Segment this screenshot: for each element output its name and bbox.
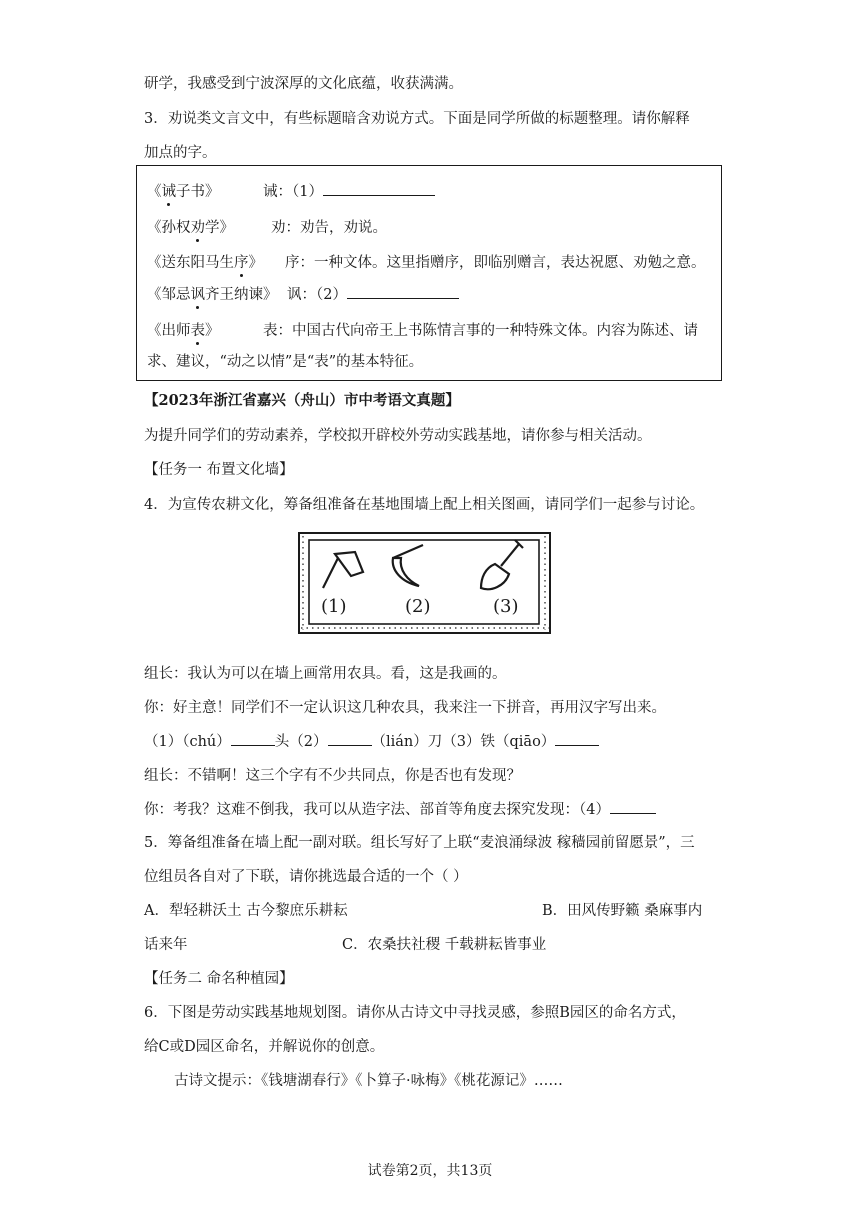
title-explanation-box <box>136 165 722 381</box>
box-row-3-explain: 序：一种文体。这里指赠序，即临别赠言，表达祝愿、劝勉之意。 <box>285 255 706 271</box>
figure-label-3: (3) <box>493 596 519 617</box>
dotted-char: 劝 <box>191 216 206 237</box>
dotted-char: 诫 <box>162 180 177 201</box>
answer-blank-6[interactable] <box>610 799 656 814</box>
farm-tools-figure <box>297 530 553 636</box>
page-footer: 试卷第2页，共13页 <box>367 1163 493 1179</box>
answer-blank-1[interactable] <box>323 181 435 196</box>
box-row-3: 《送东阳马生序》 <box>147 251 263 272</box>
dotted-char: 讽 <box>191 283 206 304</box>
option-c[interactable]: C．农桑扶社稷 千载耕耘皆事业 <box>342 937 547 953</box>
box-row-5: 《出师表》 <box>147 319 220 340</box>
fill-in-line: （1）（chú） 头（2） （lián）刀（3）铁（qiāo） <box>144 730 599 751</box>
task-1-heading: 【任务一 布置文化墙】 <box>144 462 294 478</box>
answer-blank-4[interactable] <box>328 731 372 746</box>
question-4-line1: 4．为宣传农耕文化，筹备组准备在基地围墙上配上相关图画，请同学们一起参与讨论。 <box>144 497 705 513</box>
dialog-line-4: 你：考我？这难不倒我，我可以从造字法、部首等角度去探究发现：（4） <box>144 798 656 819</box>
box-row-2-explain: 劝：劝告，劝说。 <box>271 220 387 236</box>
option-b-continued: 话来年 <box>144 937 188 953</box>
box-row-1: 《诫子书》 <box>147 180 220 201</box>
answer-blank-3[interactable] <box>231 731 275 746</box>
option-b[interactable]: B．田风传野籁 桑麻事内 <box>542 903 703 919</box>
question-6-line1: 6．下图是劳动实践基地规划图。请你从古诗文中寻找灵感，参照B园区的命名方式， <box>144 1005 686 1021</box>
box-row-5-continued: 求、建议，“动之以情”是“表”的基本特征。 <box>147 354 424 370</box>
question-6-line2: 给C或D园区命名，并解说你的创意。 <box>144 1039 385 1055</box>
dotted-char: 表 <box>191 319 206 340</box>
hoe-icon <box>323 552 363 588</box>
question-3-line1: 3．劝说类文言文中，有些标题暗含劝说方式。下面是同学所做的标题整理。请你解释 <box>144 111 690 127</box>
shovel-icon <box>481 540 523 589</box>
outer-frame <box>299 533 550 633</box>
figure-label-2: (2) <box>405 596 431 617</box>
sickle-icon <box>393 545 423 586</box>
figure-label-1: (1) <box>321 596 347 617</box>
question-3-line2: 加点的字。 <box>144 145 217 161</box>
box-row-4: 《邹忌讽齐王纳谏》 <box>147 283 278 304</box>
dotted-char: 序 <box>234 251 249 272</box>
intro-text: 为提升同学们的劳动素养，学校拟开辟校外劳动实践基地，请你参与相关活动。 <box>144 428 652 444</box>
answer-blank-2[interactable] <box>347 284 459 299</box>
continued-text: 研学，我感受到宁波深厚的文化底蕴，收获满满。 <box>144 76 463 92</box>
dialog-line-3: 组长：不错啊！这三个字有不少共同点，你是否也有发现？ <box>144 768 521 784</box>
box-row-2: 《孙权劝学》 <box>147 216 234 237</box>
question-5-line2: 位组员各自对了下联，请你挑选最合适的一个（ ） <box>144 869 468 885</box>
box-row-1-explain: 诫：（1） <box>263 180 435 201</box>
dialog-line-1: 组长：我认为可以在墙上画常用农具。看，这是我画的。 <box>144 666 507 682</box>
box-row-4-explain: 讽：（2） <box>287 283 459 304</box>
section-heading: 【2023年浙江省嘉兴（舟山）市中考语文真题】 <box>144 392 460 409</box>
poetry-hint: 古诗文提示：《钱塘湖春行》《卜算子·咏梅》《桃花源记》…… <box>174 1073 563 1089</box>
dialog-line-2: 你：好主意！同学们不一定认识这几种农具，我来注一下拼音，再用汉字写出来。 <box>144 700 666 716</box>
answer-blank-5[interactable] <box>555 731 599 746</box>
task-2-heading: 【任务二 命名种植园】 <box>144 971 294 987</box>
option-a[interactable]: A．犁轻耕沃土 古今黎庶乐耕耘 <box>144 903 348 919</box>
question-5-line1: 5．筹备组准备在墙上配一副对联。组长写好了上联“麦浪涌绿波 稼穑园前留愿景”，三 <box>144 835 695 851</box>
box-row-5-explain: 表：中国古代向帝王上书陈情言事的一种特殊文体。内容为陈述、请 <box>263 323 698 339</box>
